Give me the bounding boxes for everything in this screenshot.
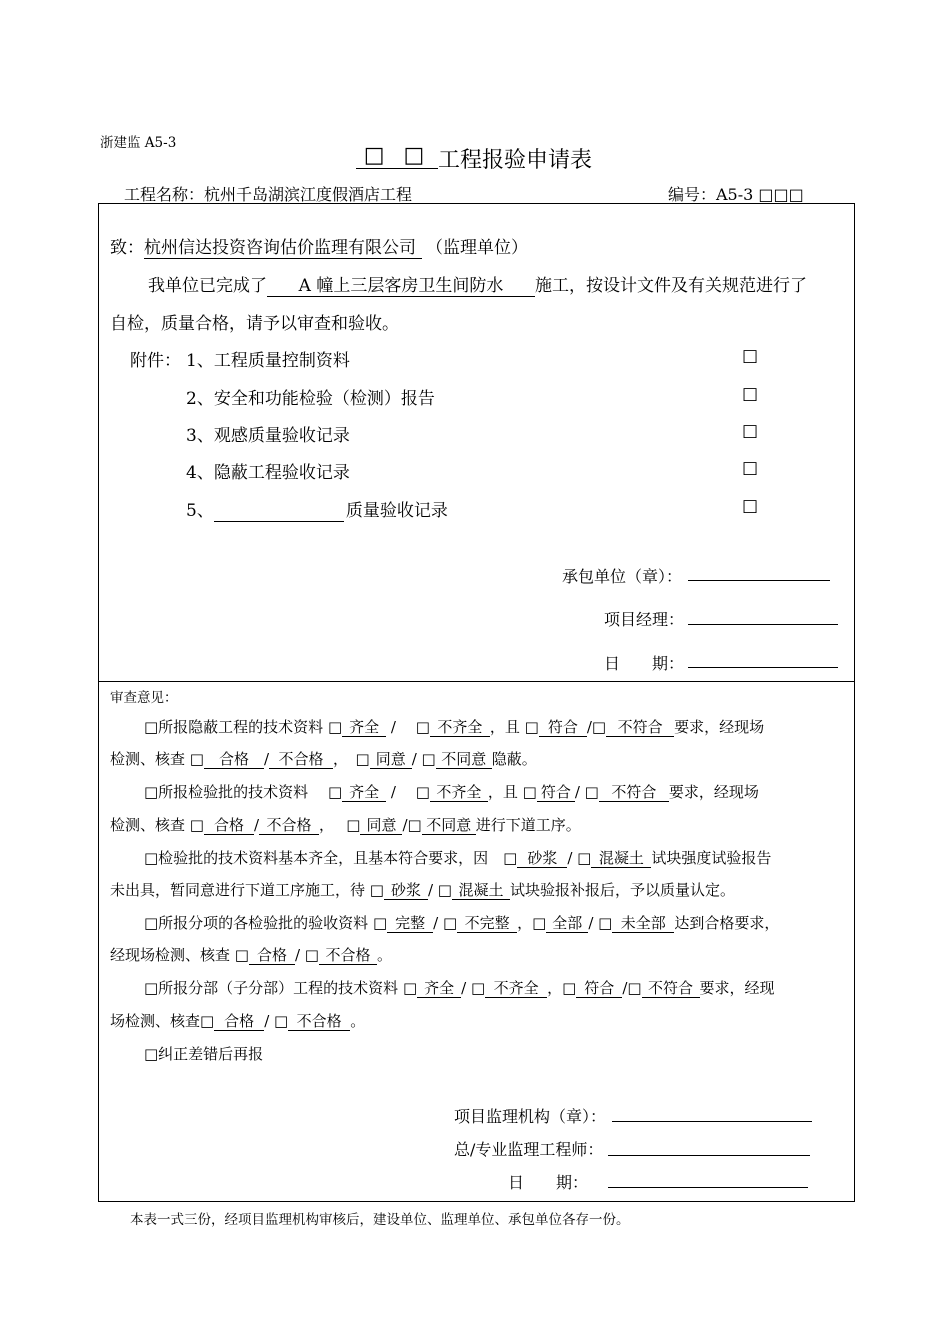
text: 未出具，暂同意进行下道工序施工，待 □	[110, 881, 384, 899]
review-item-5-line1	[110, 977, 775, 998]
attachment-checkbox[interactable]: □	[742, 421, 759, 441]
text: □所报检验批的技术资料 □	[144, 783, 343, 801]
option[interactable]: 不符合	[642, 980, 700, 998]
attachment-item: 4、隐蔽工程验收记录	[186, 463, 350, 483]
text: / □	[588, 914, 613, 932]
engineer-label: 总/专业监理工程师：	[454, 1140, 604, 1159]
review-item-3-line1	[110, 847, 771, 868]
option[interactable]: 同意	[360, 817, 402, 835]
review-item-6[interactable]: □纠正差错后再报	[144, 1045, 264, 1063]
text: /□	[586, 718, 607, 736]
text: 要求，经现场	[668, 783, 759, 801]
section-divider	[98, 681, 855, 682]
option[interactable]: 不合格	[288, 1013, 350, 1031]
review-item-2-line1	[110, 781, 759, 802]
text: / □	[574, 783, 599, 801]
text: / □	[461, 979, 486, 997]
review-date-label: 日 期：	[508, 1173, 589, 1192]
option[interactable]: 齐全	[342, 784, 386, 802]
review-label: 审查意见：	[110, 690, 178, 706]
review-item-4-line2	[110, 944, 392, 965]
number-boxes: □□□	[758, 185, 804, 204]
date-line[interactable]	[688, 667, 838, 668]
option[interactable]: 不合格	[269, 751, 333, 769]
option[interactable]: 齐全	[342, 719, 386, 737]
number-label: 编号：A5-3	[668, 185, 754, 204]
option[interactable]: 不同意	[422, 817, 476, 835]
text: 检测、核查 □	[110, 750, 204, 768]
option[interactable]: 砂浆	[384, 882, 428, 900]
text: / □	[567, 849, 592, 867]
option[interactable]: 不同意	[436, 751, 492, 769]
option[interactable]: 全部	[546, 915, 588, 933]
option[interactable]: 合格	[204, 751, 264, 769]
text: ， □	[333, 750, 370, 768]
date-label: 日 期：	[604, 654, 685, 673]
attachment-item: 2、安全和功能检验（检测）报告	[186, 389, 435, 409]
engineer-signature-line[interactable]	[608, 1155, 810, 1156]
review-item-1-line2	[110, 748, 537, 769]
option[interactable]: 不齐全	[485, 980, 547, 998]
text: 经现场检测、核查 □	[110, 946, 249, 964]
project-name: 杭州千岛湖滨江度假酒店工程	[204, 185, 413, 204]
attachment-checkbox[interactable]: □	[742, 458, 759, 478]
text: 隐蔽。	[491, 750, 537, 768]
completion-prefix: 我单位已完成了	[148, 276, 267, 296]
text: 。	[376, 946, 392, 964]
review-item-1-line1	[110, 716, 764, 737]
footer-note: 本表一式三份，经项目监理机构审核后，建设单位、监理单位、承包单位各存一份。	[130, 1212, 630, 1228]
manager-label: 项目经理：	[604, 610, 685, 629]
option[interactable]: 不合格	[259, 817, 319, 835]
text: 要求，经现场	[674, 718, 765, 736]
text: / □	[264, 1012, 289, 1030]
option[interactable]: 不完整	[457, 915, 517, 933]
option[interactable]: 不齐全	[430, 719, 490, 737]
option[interactable]: 合格	[249, 947, 295, 965]
review-date-line[interactable]	[608, 1187, 808, 1188]
text: 场检测、核查□	[110, 1012, 215, 1030]
attachments-label: 附件：	[130, 351, 181, 371]
text: / □	[294, 946, 319, 964]
text: □所报隐蔽工程的技术资料 □	[144, 718, 343, 736]
text: □所报分部（子分部）工程的技术资料 □	[144, 979, 418, 997]
org-label: 项目监理机构（章）：	[454, 1107, 607, 1126]
text: / □	[427, 881, 452, 899]
text: /	[263, 750, 270, 768]
project-label: 工程名称：	[124, 185, 205, 204]
manager-signature-line[interactable]	[688, 624, 838, 625]
text: / □	[411, 750, 436, 768]
text: / □	[433, 914, 458, 932]
attachment-prefix: 5、	[186, 501, 214, 521]
attachment-item-5	[186, 496, 448, 522]
option[interactable]: 符合	[537, 784, 575, 802]
option[interactable]: 同意	[370, 751, 412, 769]
attachment-checkbox[interactable]: □	[742, 346, 759, 366]
title-prefix-boxes: □ □	[356, 143, 438, 169]
option[interactable]: 不齐全	[430, 784, 488, 802]
option[interactable]: 合格	[214, 1013, 264, 1031]
form-code: 浙建监 A5-3	[100, 135, 177, 151]
self-check-line: 自检，质量合格，请予以审查和验收。	[110, 314, 399, 334]
project-name-row	[124, 182, 412, 205]
org-signature-line[interactable]	[612, 1121, 812, 1122]
attachment-item: 1、工程质量控制资料	[186, 351, 350, 371]
review-item-5-line2	[110, 1010, 365, 1031]
text: 要求，经现	[699, 979, 775, 997]
text: 进行下道工序。	[475, 816, 581, 834]
text: 检测、核查 □	[110, 816, 204, 834]
option[interactable]: 不合格	[319, 947, 377, 965]
option[interactable]: 符合	[576, 980, 622, 998]
text: 试块验报补报后，予以质量认定。	[509, 881, 735, 899]
contractor-label: 承包单位（章）：	[562, 567, 683, 586]
review-item-2-line2	[110, 814, 581, 835]
text: ，且 □	[489, 718, 539, 736]
text: 达到合格要求，	[674, 914, 780, 932]
contractor-signature-line[interactable]	[688, 580, 830, 581]
option[interactable]: 未全部	[612, 915, 674, 933]
work-item: A 幢上三层客房卫生间防水	[267, 277, 535, 297]
text: / □	[386, 783, 430, 801]
completion-suffix: 施工，按设计文件及有关规范进行了	[535, 276, 807, 296]
review-item-4-line1	[110, 912, 779, 933]
text: /	[253, 816, 260, 834]
attachment-text: 质量验收记录	[345, 501, 448, 521]
attachment-item: 3、观感质量验收记录	[186, 426, 350, 446]
text: ，□	[517, 914, 547, 932]
option[interactable]: 完整	[387, 915, 433, 933]
option[interactable]: 不符合	[606, 719, 674, 737]
option[interactable]: 合格	[204, 817, 254, 835]
supervisor-company: 杭州信达投资咨询估价监理有限公司	[144, 239, 422, 259]
text: □检验批的技术资料基本齐全，且基本符合要求，因 □	[144, 849, 518, 867]
attachment-checkbox[interactable]: □	[742, 384, 759, 404]
text: 试块强度试验报告	[651, 849, 772, 867]
text: ， □	[319, 816, 361, 834]
text: / □	[386, 718, 430, 736]
form-number	[668, 182, 804, 205]
review-item-3-line2	[110, 879, 735, 900]
text: /□	[402, 816, 422, 834]
option[interactable]: 混凝土	[452, 882, 510, 900]
text: □所报分项的各检验批的验收资料 □	[144, 914, 388, 932]
text: ，□	[547, 979, 577, 997]
option[interactable]: 砂浆	[517, 850, 567, 868]
option[interactable]: 齐全	[417, 980, 461, 998]
completion-line	[148, 271, 807, 297]
text: ，且 □	[487, 783, 537, 801]
option[interactable]: 混凝土	[591, 850, 651, 868]
to-line	[110, 233, 528, 259]
text: 。	[350, 1012, 366, 1030]
option[interactable]: 不符合	[599, 784, 669, 802]
to-label: 致：	[110, 238, 144, 258]
attachment-blank[interactable]	[214, 502, 344, 522]
attachment-checkbox[interactable]: □	[742, 496, 759, 516]
supervisor-suffix: （监理单位）	[426, 238, 528, 258]
text: /□	[622, 979, 642, 997]
page-title: 工程报验申请表	[438, 148, 593, 173]
option[interactable]: 符合	[539, 719, 587, 737]
